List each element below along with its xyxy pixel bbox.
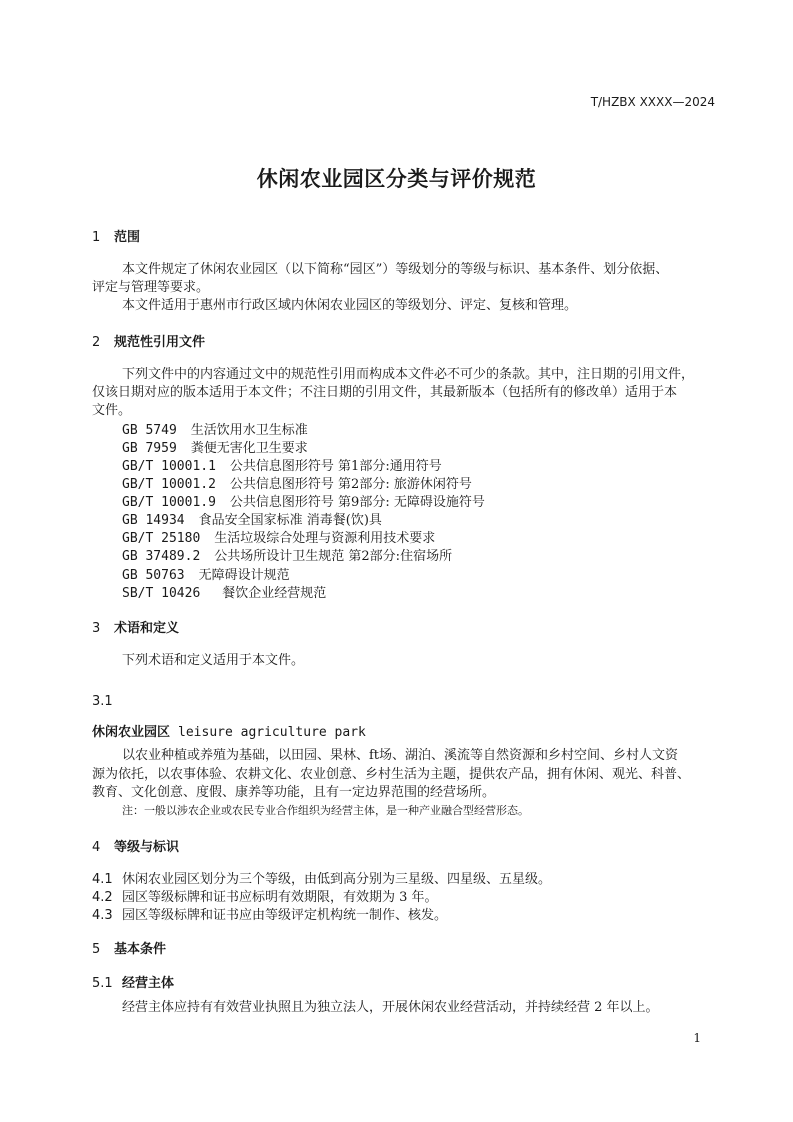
reference-title: 食品安全国家标准 消毒餐(饮)具 (198, 513, 382, 528)
term-entry (92, 721, 366, 740)
reference-item (122, 491, 485, 510)
clause-4-2 (92, 886, 438, 905)
clause-number: 4.3 (92, 908, 113, 923)
section-number: 2 (92, 335, 101, 350)
section-title: 规范性引用文件 (114, 335, 206, 350)
clause-text: 休闲农业园区划分为三个等级，由低到高分别为三星级、四星级、五星级。 (122, 872, 552, 887)
reference-item (122, 582, 326, 601)
subsection-5-1-heading (92, 972, 174, 991)
term-number: 3.1 (92, 694, 113, 709)
reference-item (122, 473, 472, 492)
section-title: 术语和定义 (114, 621, 180, 636)
reference-title: 公共信息图形符号 第2部分: 旅游休闲符号 (229, 477, 472, 492)
reference-title: 公共信息图形符号 第9部分: 无障碍设施符号 (229, 495, 485, 510)
reference-title: 公共信息图形符号 第1部分:通用符号 (229, 459, 442, 474)
section-title: 等级与标识 (114, 840, 180, 855)
reference-code: GB/T 10001.9 (122, 495, 216, 510)
subsection-number: 5.1 (92, 976, 113, 991)
reference-title: 公共场所设计卫生规范 第2部分:住宿场所 (214, 549, 453, 564)
clause-text: 园区等级标牌和证书应由等级评定机构统一制作、核发。 (122, 908, 448, 923)
reference-title: 无障碍设计规范 (198, 568, 290, 583)
reference-code: GB/T 25180 (122, 531, 201, 546)
s2-paragraph-line-1: 下列文件中的内容通过文中的规范性引用而构成本文件必不可少的条款。其中，注日期的引用文件， (122, 367, 695, 382)
reference-item (122, 437, 308, 456)
reference-title: 餐饮企业经营规范 (222, 586, 327, 601)
reference-item (122, 527, 435, 546)
clause-text: 园区等级标牌和证书应标明有效期限，有效期为 3 年。 (122, 890, 438, 905)
reference-title: 生活垃圾综合处理与资源利用技术要求 (214, 531, 436, 546)
section-title: 基本条件 (114, 942, 167, 957)
reference-code: GB/T 10001.1 (122, 459, 216, 474)
reference-code: GB 50763 (122, 568, 185, 583)
section-title: 范围 (114, 230, 141, 245)
term-definition-line-2: 源为依托，以农事体验、农耕文化、农业创意、乡村生活为主题，提供农产品，拥有休闲、观光、科普、 (92, 767, 691, 782)
term-definition-line-3: 教育、文化创意、度假、康养等功能，且有一定边界范围的经营场所。 (92, 785, 496, 800)
s3-paragraph: 下列术语和定义适用于本文件。 (122, 653, 305, 668)
subsection-title: 经营主体 (122, 976, 175, 991)
page-number: 1 (693, 1031, 701, 1045)
reference-code: SB/T 10426 (122, 586, 201, 601)
s5-1-paragraph: 经营主体应持有有效营业执照且为独立法人，开展休闲农业经营活动，并持续经营 2 年以上。 (122, 1000, 659, 1015)
document-code: T/HZBX XXXX—2024 (590, 95, 715, 109)
s1-paragraph-1-line-2: 评定与管理等要求。 (92, 280, 210, 295)
term-english: leisure agriculture park (178, 725, 366, 740)
section-1-heading (92, 226, 140, 245)
section-number: 5 (92, 942, 101, 957)
section-5-heading (92, 938, 166, 957)
reference-item (122, 455, 442, 474)
reference-code: GB 14934 (122, 513, 185, 528)
s1-paragraph-1-line-1: 本文件规定了休闲农业园区（以下简称“园区”）等级划分的等级与标识、基本条件、划分依据、 (122, 262, 669, 277)
reference-item (122, 545, 452, 564)
section-number: 4 (92, 840, 101, 855)
reference-code: GB 7959 (122, 441, 177, 456)
section-2-heading (92, 331, 205, 350)
section-3-heading (92, 617, 179, 636)
clause-number: 4.1 (92, 872, 113, 887)
term-definition-line-1: 以农业种植或养殖为基础，以田园、果林、ft场、湖泊、溪流等自然资源和乡村空间、乡村人文资 (122, 748, 679, 763)
reference-item (122, 419, 308, 438)
reference-item (122, 564, 290, 583)
s2-paragraph-line-3: 文件。 (92, 403, 132, 418)
document-title: 休闲农业园区分类与评价规范 (256, 167, 537, 191)
section-4-heading (92, 836, 179, 855)
reference-title: 粪便无害化卫生要求 (190, 441, 308, 456)
reference-title: 生活饮用水卫生标准 (190, 423, 308, 438)
section-number: 3 (92, 621, 101, 636)
clause-number: 4.2 (92, 890, 113, 905)
section-number: 1 (92, 230, 101, 245)
term-chinese: 休闲农业园区 (92, 725, 171, 740)
s1-paragraph-2: 本文件适用于惠州市行政区域内休闲农业园区的等级划分、评定、复核和管理。 (122, 298, 578, 313)
reference-code: GB 37489.2 (122, 549, 201, 564)
reference-item (122, 509, 382, 528)
clause-4-1 (92, 868, 551, 887)
term-note: 注：一般以涉农企业或农民专业合作组织为经营主体，是一种产业融合型经营形态。 (122, 804, 529, 817)
clause-4-3 (92, 904, 447, 923)
reference-code: GB 5749 (122, 423, 177, 438)
reference-code: GB/T 10001.2 (122, 477, 216, 492)
s2-paragraph-line-2: 仅该日期对应的版本适用于本文件；不注日期的引用文件，其最新版本（包括所有的修改单）适用于本 (92, 385, 678, 400)
